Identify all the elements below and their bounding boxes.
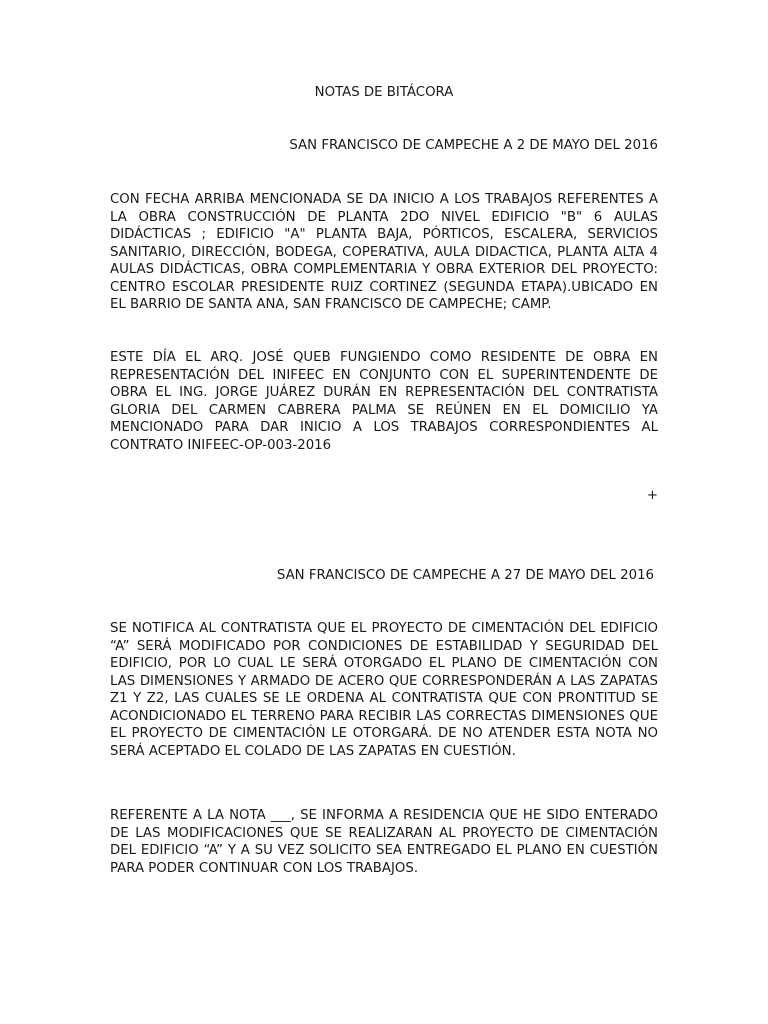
entry-paragraph: ESTE DÍA EL ARQ. JOSÉ QUEB FUNGIENDO COMO RESIDENTE DE OBRA EN REPRESENTACIÓN DEL INIFEEC EN CONJUNTO CON EL SUPERINTENDENTE DE OBRA EL ING. JORGE JUÁREZ DURÁN EN REPRESENTACIÓN DEL CONTRATISTA GLORIA DEL CARMEN CABRERA PALMA SE REÚNEN EN EL DOMICILIO YA MENCIONADO PARA DAR INICIO A LOS TRABAJOS CORRESPONDIENTES AL CONTRATO INIFEEC-OP-003-2016	[110, 350, 658, 453]
entry-date: SAN FRANCISCO DE CAMPECHE A 2 DE MAYO DEL 2016	[289, 138, 658, 153]
document-title: NOTAS DE BITÁCORA	[314, 85, 454, 100]
entry-date: SAN FRANCISCO DE CAMPECHE A 27 DE MAYO DEL 2016	[276, 568, 654, 583]
entry-paragraph: REFERENTE A LA NOTA ___, SE INFORMA A RESIDENCIA QUE HE SIDO ENTERADO DE LAS MODIFICACIONES QUE SE REALIZARAN AL PROYECTO DE CIMENTACIÓN DEL EDIFICIO “A” Y A SU VEZ SOLICITO SEA ENTREGADO EL PLANO EN CUESTIÓN PARA PODER CONTINUAR CON LOS TRABAJOS.	[110, 808, 658, 876]
separator-mark: +	[646, 488, 658, 503]
entry-paragraph: SE NOTIFICA AL CONTRATISTA QUE EL PROYECTO DE CIMENTACIÓN DEL EDIFICIO “A” SERÁ MODIFICADO POR CONDICIONES DE ESTABILIDAD Y SEGURIDAD DEL EDIFICIO, POR LO CUAL LE SERÁ OTORGADO EL PLANO DE CIMENTACIÓN CON LAS DIMENSIONES Y ARMADO DE ACERO QUE CORRESPONDERÁN A LAS ZAPATAS Z1 Y Z2, LAS CUALES SE LE ORDENA AL CONTRATISTA QUE CON PRONTITUD SE ACONDICIONADO EL TERRENO PARA RECIBIR LAS CORRECTAS DIMENSIONES QUE EL PROYECTO DE CIMENTACIÓN LE OTORGARÁ. DE NO ATENDER ESTA NOTA NO SERÁ ACEPTADO EL COLADO DE LAS ZAPATAS EN CUESTIÓN.	[110, 621, 658, 759]
entry-paragraph: CON FECHA ARRIBA MENCIONADA SE DA INICIO A LOS TRABAJOS REFERENTES A LA OBRA CONSTRUCCIÓN DE PLANTA 2DO NIVEL EDIFICIO "B" 6 AULAS DIDÁCTICAS ; EDIFICIO "A" PLANTA BAJA, PÓRTICOS, ESCALERA, SERVICIOS SANITARIO, DIRECCIÓN, BODEGA, COPERATIVA, AULA DIDACTICA, PLANTA ALTA 4 AULAS DIDÁCTICAS, OBRA COMPLEMENTARIA Y OBRA EXTERIOR DEL PROYECTO: CENTRO ESCOLAR PRESIDENTE RUIZ CORTINEZ (SEGUNDA ETAPA).UBICADO EN EL BARRIO DE SANTA ANA, SAN FRANCISCO DE CAMPECHE; CAMP.	[110, 192, 658, 312]
